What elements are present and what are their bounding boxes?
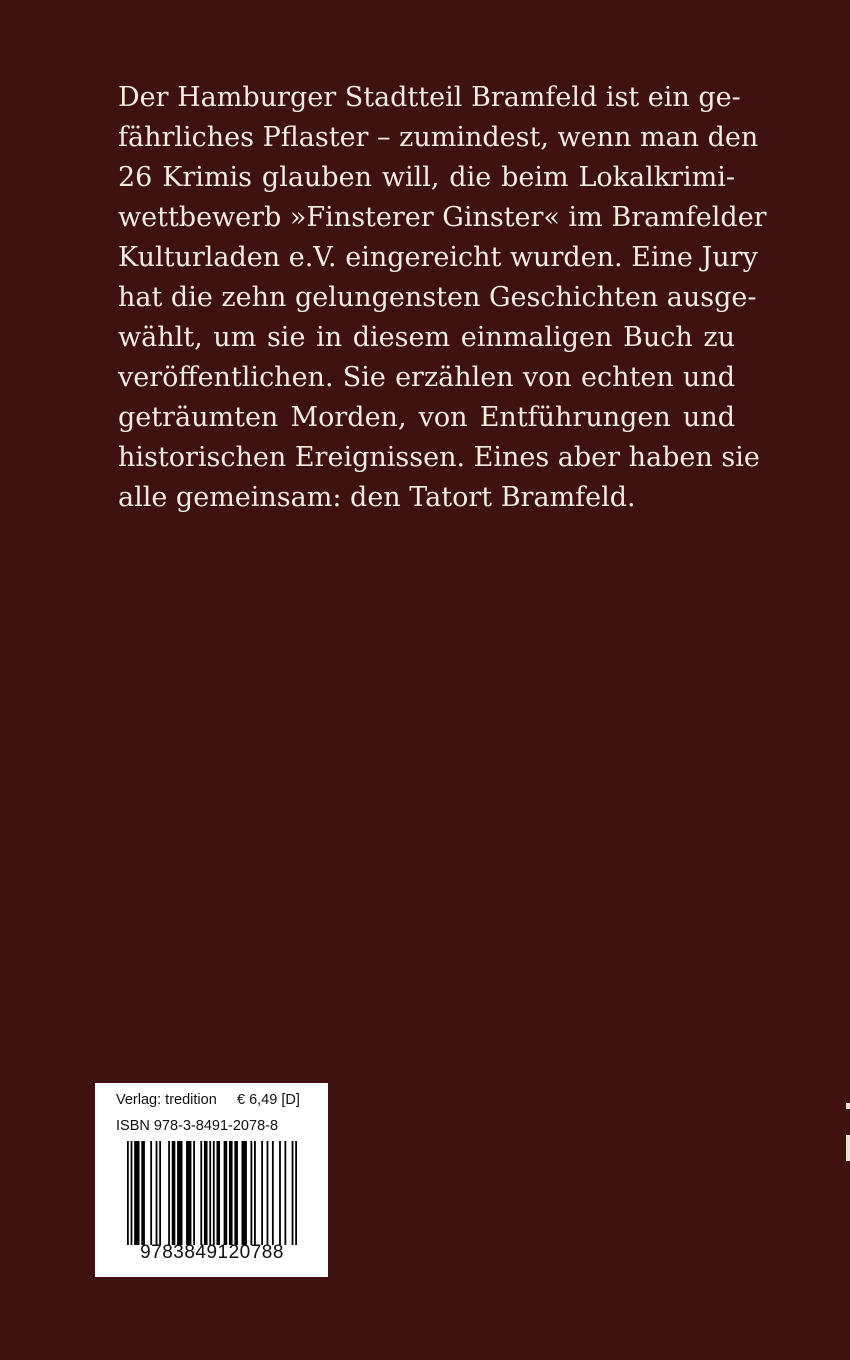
barcode-bar — [216, 1141, 220, 1245]
barcode-bar — [168, 1141, 170, 1245]
barcode-bar — [159, 1141, 161, 1245]
price-barcode-label — [95, 1083, 328, 1277]
barcode-bar — [209, 1141, 211, 1245]
barcode-bar — [141, 1141, 145, 1245]
barcode-bar — [284, 1141, 286, 1245]
barcode-bar — [127, 1141, 129, 1245]
barcode — [127, 1141, 297, 1245]
blurb-line: historischen Ereignissen. Eines aber haben sie — [118, 442, 760, 473]
barcode-bar — [234, 1141, 238, 1245]
barcode-bar — [224, 1141, 228, 1245]
price-label: € 6,49 [D] — [237, 1092, 300, 1108]
blurb-line: wettbewerb »Finsterer Ginster« im Bramfelder — [118, 202, 767, 233]
blurb-line: geträumten Morden, von Entführungen und — [118, 402, 735, 433]
barcode-bar — [254, 1141, 256, 1245]
edge-mark — [846, 1135, 850, 1161]
barcode-bar — [150, 1141, 152, 1245]
barcode-bar — [295, 1141, 297, 1245]
barcode-bar — [172, 1141, 176, 1245]
barcode-bar — [213, 1141, 215, 1245]
barcode-bar — [250, 1141, 252, 1245]
barcode-digits: 9783849120788 — [140, 1242, 284, 1263]
blurb-line: veröffentlichen. Sie erzählen von echten und — [118, 362, 735, 393]
blurb-line: alle gemeinsam: den Tatort Bramfeld. — [118, 482, 636, 513]
barcode-bar — [242, 1141, 247, 1245]
isbn-label: ISBN 978-3-8491-2078-8 — [116, 1118, 279, 1134]
blurb-line: Kulturladen e.V. eingereicht wurden. Eine Jury — [118, 242, 758, 273]
barcode-bar — [272, 1141, 274, 1245]
barcode-bar — [186, 1141, 191, 1245]
blurb-line: wählt, um sie in diesem einmaligen Buch zu — [118, 322, 735, 353]
barcode-bar — [261, 1141, 263, 1245]
barcode-bar — [279, 1141, 281, 1245]
barcode-bar — [193, 1141, 195, 1245]
barcode-bar — [200, 1141, 202, 1245]
blurb-text — [118, 78, 767, 518]
barcode-bar — [292, 1141, 294, 1245]
blurb-line: fährliches Pflaster – zumindest, wenn man den — [118, 122, 759, 153]
blurb-line: 26 Krimis glauben will, die beim Lokalkrimi- — [118, 162, 735, 193]
barcode-bar — [156, 1141, 158, 1245]
barcode-bar — [229, 1141, 233, 1245]
edge-mark — [846, 1103, 850, 1109]
barcode-bar — [204, 1141, 208, 1245]
blurb-line: Der Hamburger Stadtteil Bramfeld ist ein ge- — [118, 82, 741, 113]
barcode-bar — [177, 1141, 182, 1245]
blurb-line: hat die zehn gelungensten Geschichten ausge- — [118, 282, 757, 313]
barcode-bar — [134, 1141, 139, 1245]
barcode-bar — [267, 1141, 269, 1245]
barcode-bar — [131, 1141, 133, 1245]
publisher-label: Verlag: tredition — [116, 1092, 217, 1108]
